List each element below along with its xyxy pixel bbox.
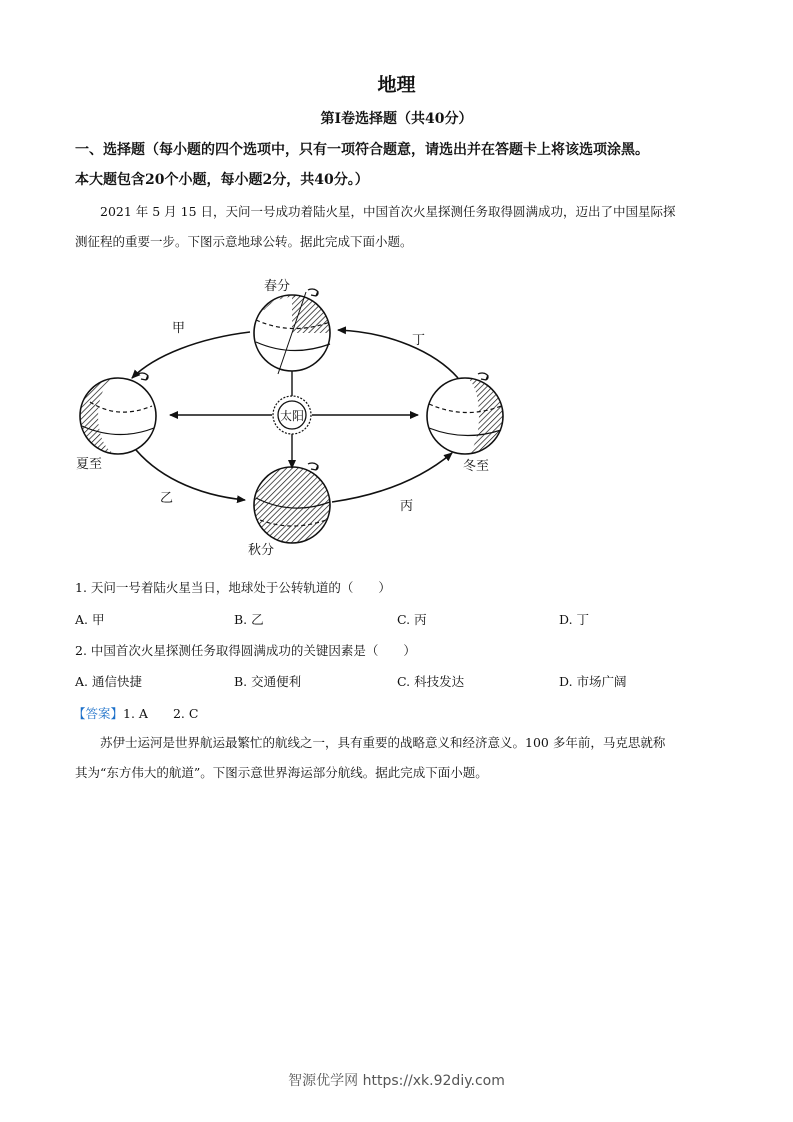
page-title: 地理 — [377, 74, 416, 96]
label-summer: 夏至 — [76, 457, 103, 472]
earth-winter — [427, 378, 503, 454]
answer-text: 1. A 2. C — [123, 706, 199, 721]
question-2-option-c: C. 科技发达 — [397, 674, 465, 689]
question-1-option-a: A. 甲 — [75, 612, 105, 627]
earth-revolution-diagram — [60, 270, 530, 565]
svg-text:太阳: 太阳 — [279, 409, 305, 423]
orbit-arc-jia — [132, 332, 250, 378]
answer-tag: 【答案】 — [73, 706, 124, 721]
orbit-arc-ding — [338, 330, 458, 378]
label-yi: 乙 — [160, 491, 174, 506]
question-2-option-d: D. 市场广阔 — [559, 674, 627, 689]
label-jia: 甲 — [172, 321, 186, 336]
question-1-option-c: C. 丙 — [397, 612, 427, 627]
section-title: 第Ⅰ卷选择题（共40分） — [320, 111, 473, 127]
question-2-option-a: A. 通信快捷 — [75, 674, 142, 689]
instructions-line-2: 本大题包含20个小题，每小题2分，共40分。） — [75, 172, 369, 188]
passage2-line-2: 其为“东方伟大的航道”。下图示意世界海运部分航线。据此完成下面小题。 — [75, 765, 488, 780]
label-spring: 春分 — [264, 279, 291, 294]
label-bing: 丙 — [400, 499, 414, 514]
question-2-option-b: B. 交通便利 — [234, 674, 302, 689]
passage2-line-1: 苏伊士运河是世界航运最繁忙的航线之一，具有重要的战略意义和经济意义。100 多年前，马克思就称 — [100, 735, 666, 750]
question-1-option-b: B. 乙 — [234, 612, 264, 627]
earth-autumn — [254, 467, 330, 543]
question-1-option-d: D. 丁 — [559, 612, 590, 627]
sun — [273, 396, 311, 434]
footer-watermark: 智源优学网 https://xk.92diy.com — [288, 1073, 505, 1089]
earth-spring — [254, 292, 330, 374]
answer-line — [73, 704, 198, 722]
question-2-stem: 2. 中国首次火星探测任务取得圆满成功的关键因素是（ ） — [75, 643, 416, 658]
label-autumn: 秋分 — [248, 543, 275, 558]
instructions-line-1: 一、选择题（每小题的四个选项中，只有一项符合题意，请选出并在答题卡上将该选项涂黑。 — [75, 142, 649, 158]
orbit-arc-yi — [132, 445, 245, 500]
label-ding: 丁 — [412, 333, 426, 348]
label-winter: 冬至 — [463, 459, 490, 474]
orbit-arc-bing — [332, 453, 452, 502]
passage1-line-2: 测征程的重要一步。下图示意地球公转。据此完成下面小题。 — [75, 234, 413, 249]
earth-summer — [80, 378, 156, 454]
question-1-stem: 1. 天问一号着陆火星当日，地球处于公转轨道的（ ） — [75, 580, 391, 595]
passage1-line-1: 2021 年 5 月 15 日，天问一号成功着陆火星，中国首次火星探测任务取得圆满成功，迈出了中国星际探 — [100, 204, 676, 219]
